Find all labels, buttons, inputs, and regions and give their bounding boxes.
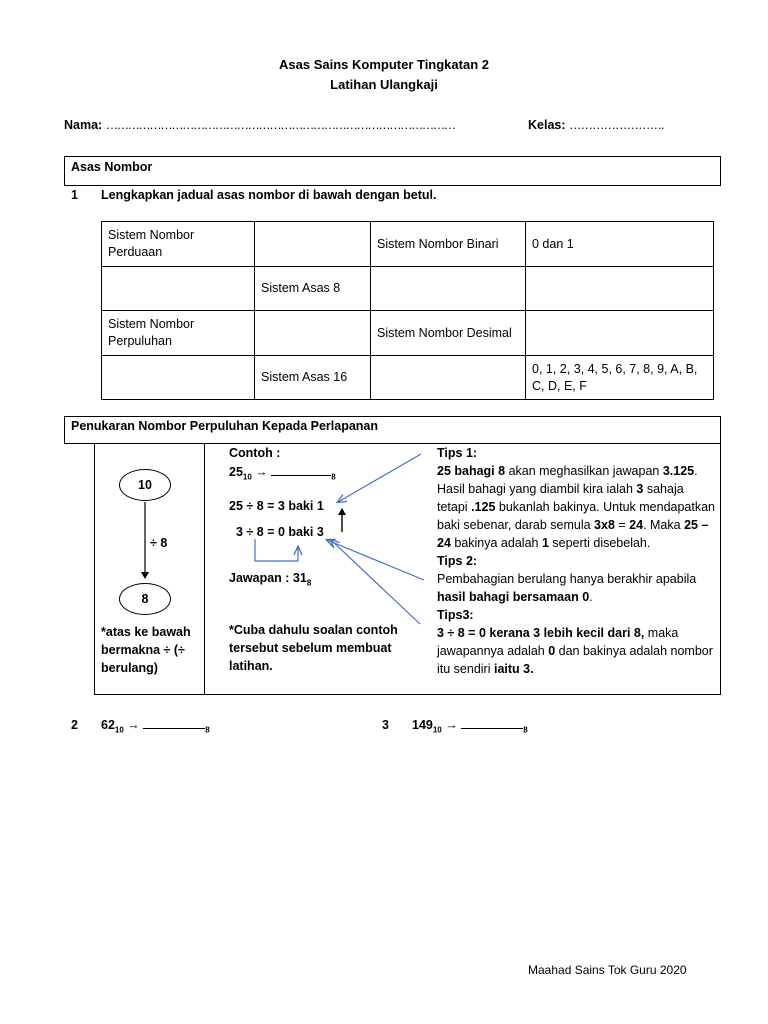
tip1-g: .125: [471, 500, 496, 514]
exercise-number: 2: [71, 718, 78, 732]
tip1-o: 1: [541, 536, 549, 550]
example-number: 25: [229, 465, 243, 479]
tip3-b: maka jawapannya adalah: [437, 626, 679, 658]
class-dots: …………………….: [569, 118, 664, 132]
tip2-a: Pembahagian berulang hanya berakhir apabila: [437, 572, 697, 586]
diagram-note: *atas ke bawah bermakna ÷ (÷ berulang): [101, 625, 191, 675]
example-advice: *Cuba dahulu soalan contoh tersebut sebelum membuat latihan.: [229, 623, 398, 673]
exercise-to-base: 8: [523, 725, 528, 735]
tip3-d: dan bakinya adalah nombor itu sendiri: [437, 644, 713, 676]
table-cell: 0 dan 1: [526, 222, 714, 267]
tip1-p: seperti disebelah.: [548, 536, 651, 550]
table-cell: Sistem Nombor Perduaan: [102, 222, 255, 267]
tip3-a: 3 ÷ 8 = 0 kerana 3 lebih kecil dari 8,: [437, 626, 645, 640]
exercise-from-base: 10: [432, 725, 442, 735]
table-cell: Sistem Nombor Desimal: [371, 311, 526, 356]
tip1-title: Tips 1:: [437, 446, 478, 460]
tip2-title: Tips 2:: [437, 554, 478, 568]
exercise-to-base: 8: [205, 725, 210, 735]
tip3-title: Tips3:: [437, 608, 474, 622]
section-heading-text: Asas Nombor: [71, 160, 153, 174]
tip2-b: hasil bahagi bersamaan 0: [437, 590, 590, 604]
exercise-answer-blank[interactable]: [143, 716, 205, 729]
tip2-c: .: [589, 590, 593, 604]
tip1-n: bakinya adalah: [450, 536, 542, 550]
table-cell: Sistem Nombor Perpuluhan: [102, 311, 255, 356]
question-text: Lengkapkan jadual asas nombor di bawah dengan betul.: [101, 188, 437, 202]
table-cell: 0, 1, 2, 3, 4, 5, 6, 7, 8, 9, A, B, C, D, E, F: [526, 356, 714, 400]
exercise-number: 3: [382, 718, 389, 732]
example-answer-label: Jawapan : 31: [229, 571, 307, 585]
page-subtitle: Latihan Ulangkaji: [330, 77, 438, 92]
example-label: Contoh :: [229, 446, 281, 460]
diagram-top-value: 10: [138, 478, 152, 492]
tip1-pointer-icon: [338, 454, 421, 502]
diagram-bottom-value: 8: [141, 592, 149, 606]
tip1-h: bukanlah bakinya. Untuk mendapatkan baki sebenar, darab semula: [437, 500, 715, 532]
name-dots: ……………………………………………………………………………………: [105, 118, 455, 132]
name-label: Nama:: [64, 118, 103, 132]
example-to-base: 8: [331, 472, 336, 482]
tip1-d: . Hasil bahagi yang diambil kira ialah: [437, 464, 698, 496]
diagram-operation: ÷ 8: [150, 536, 168, 550]
tip1-a: 25 bahagi 8: [437, 464, 506, 478]
class-label: Kelas:: [528, 118, 566, 132]
tip1-e: 3: [636, 482, 644, 496]
table-cell: Sistem Nombor Binari: [371, 222, 526, 267]
example-step1: 25 ÷ 8 = 3 baki 1: [229, 499, 324, 513]
table-cell: Sistem Asas 16: [255, 356, 371, 400]
arrow-icon: →: [255, 465, 268, 479]
exercise-from-base: 10: [114, 725, 124, 735]
tip2-pointer-icon: [327, 540, 424, 580]
exercise-value: 62: [101, 718, 115, 732]
table-cell: Sistem Asas 8: [255, 267, 371, 311]
tip1-m: 25 – 24: [437, 518, 709, 550]
exercise-problem: [412, 716, 528, 740]
tip3-c: 0: [548, 644, 556, 658]
example-answer-base: 8: [306, 578, 312, 588]
exercise-value: 149: [412, 718, 433, 732]
tip1-j: =: [614, 518, 630, 532]
tip1-l: . Maka: [643, 518, 685, 532]
example-step2: 3 ÷ 8 = 0 baki 3: [236, 525, 324, 539]
tip3-e: iaitu 3.: [493, 662, 534, 676]
arrow-icon: →: [127, 718, 140, 732]
remainder-bracket-icon: [255, 539, 298, 561]
footer-text: Maahad Sains Tok Guru 2020: [528, 963, 687, 977]
tip1-f: sahaja tetapi: [437, 482, 684, 514]
tip3-pointer-icon: [331, 540, 420, 624]
tip1-k: 24: [629, 518, 644, 532]
page-title: Asas Sains Komputer Tingkatan 2: [279, 57, 489, 72]
tip1-c: 3.125: [662, 464, 695, 478]
example-from-base: 10: [242, 472, 252, 482]
arrow-icon: →: [445, 718, 458, 732]
section-heading-text: Penukaran Nombor Perpuluhan Kepada Perlapanan: [71, 419, 379, 433]
tip1-b: akan meghasilkan jawapan: [505, 464, 663, 478]
exercise-answer-blank[interactable]: [461, 716, 523, 729]
exercise-problem: [101, 716, 210, 740]
tip1-i: 3x8: [594, 518, 615, 532]
question-number: 1: [71, 188, 78, 202]
